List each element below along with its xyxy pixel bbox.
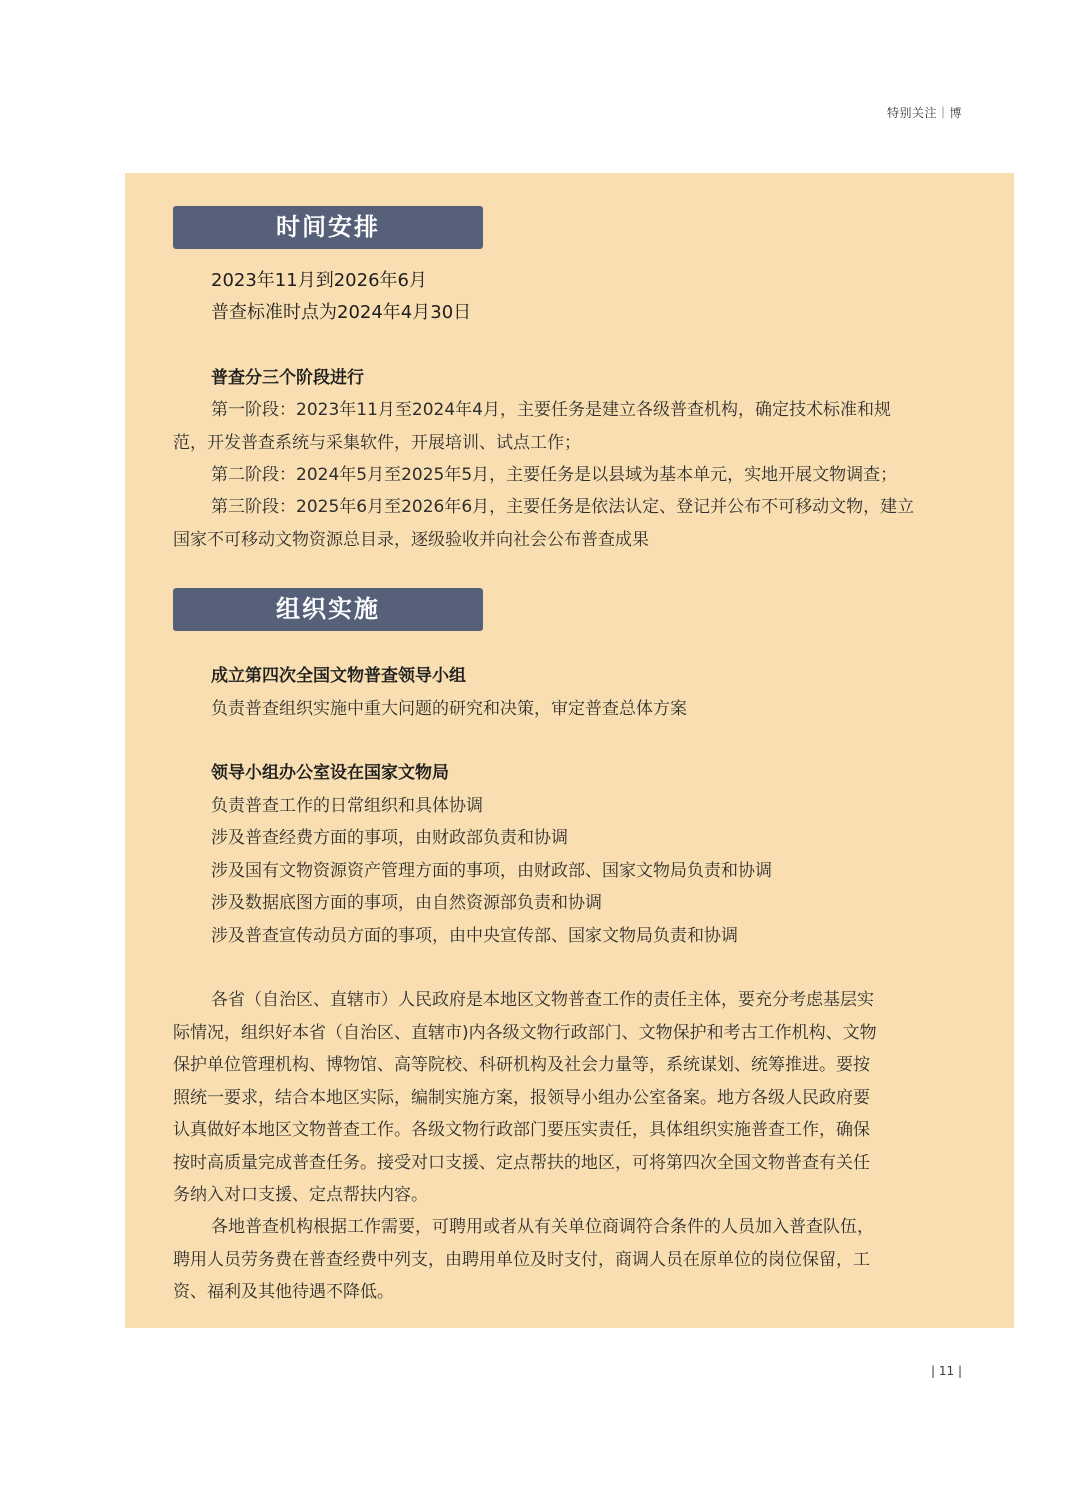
office-duty-3: 涉及国有文物资源资产管理方面的事项，由财政部、国家文物局负责和协调: [211, 861, 772, 881]
phase3-line1: 第三阶段：2025年6月至2026年6月，主要任务是依法认定、登记并公布不可移动文物，建立: [211, 497, 915, 517]
para2-line2: 聘用人员劳务费在普查经费中列支，由聘用单位及时支付，商调人员在原单位的岗位保留，工: [173, 1250, 870, 1270]
para1-line6: 按时高质量完成普查任务。接受对口支援、定点帮扶的地区，可将第四次全国文物普查有关任: [173, 1153, 870, 1173]
running-header: 特别关注｜博: [886, 106, 962, 120]
group-title: 成立第四次全国文物普查领导小组: [211, 666, 466, 686]
phase1-line2: 范，开发普查系统与采集软件，开展培训、试点工作；: [173, 433, 581, 453]
para1-line5: 认真做好本地区文物普查工作。各级文物行政部门要压实责任，具体组织实施普查工作，确保: [173, 1120, 870, 1140]
para1-line2: 际情况，组织好本省（自治区、直辖市)内各级文物行政部门、文物保护和考古工作机构、文物: [173, 1023, 877, 1043]
office-duty-5: 涉及普查宣传动员方面的事项，由中央宣传部、国家文物局负责和协调: [211, 926, 738, 946]
page-number: | 11 |: [931, 1364, 962, 1378]
phase2-line: 第二阶段：2024年5月至2025年5月，主要任务是以县域为基本单元，实地开展文物调查；: [211, 465, 898, 485]
group-duty: 负责普查组织实施中重大问题的研究和决策，审定普查总体方案: [211, 699, 687, 719]
office-duty-4: 涉及数据底图方面的事项，由自然资源部负责和协调: [211, 893, 602, 913]
schedule-heading: 时间安排: [173, 206, 483, 249]
organization-heading: 组织实施: [173, 588, 483, 631]
para1-line4: 照统一要求，结合本地区实际，编制实施方案，报领导小组办公室备案。地方各级人民政府要: [173, 1088, 870, 1108]
para1-line3: 保护单位管理机构、博物馆、高等院校、科研机构及社会力量等，系统谋划、统筹推进。要按: [173, 1055, 870, 1075]
para2-line3: 资、福利及其他待遇不降低。: [173, 1282, 394, 1302]
para1-line1: 各省（自治区、直辖市）人民政府是本地区文物普查工作的责任主体，要充分考虑基层实: [211, 990, 874, 1010]
para1-line7: 务纳入对口支援、定点帮扶内容。: [173, 1185, 428, 1205]
office-duty-2: 涉及普查经费方面的事项，由财政部负责和协调: [211, 828, 568, 848]
phases-title: 普查分三个阶段进行: [211, 368, 364, 388]
office-title: 领导小组办公室设在国家文物局: [211, 763, 449, 783]
schedule-period: 2023年11月到2026年6月: [211, 270, 427, 291]
para2-line1: 各地普查机构根据工作需要，可聘用或者从有关单位商调符合条件的人员加入普查队伍，: [211, 1217, 874, 1237]
office-duty-1: 负责普查工作的日常组织和具体协调: [211, 796, 483, 816]
schedule-standard-time: 普查标准时点为2024年4月30日: [211, 302, 472, 323]
phase3-line2: 国家不可移动文物资源总目录，逐级验收并向社会公布普查成果: [173, 530, 649, 550]
phase1-line1: 第一阶段：2023年11月至2024年4月，主要任务是建立各级普查机构，确定技术标准和规: [211, 400, 891, 420]
